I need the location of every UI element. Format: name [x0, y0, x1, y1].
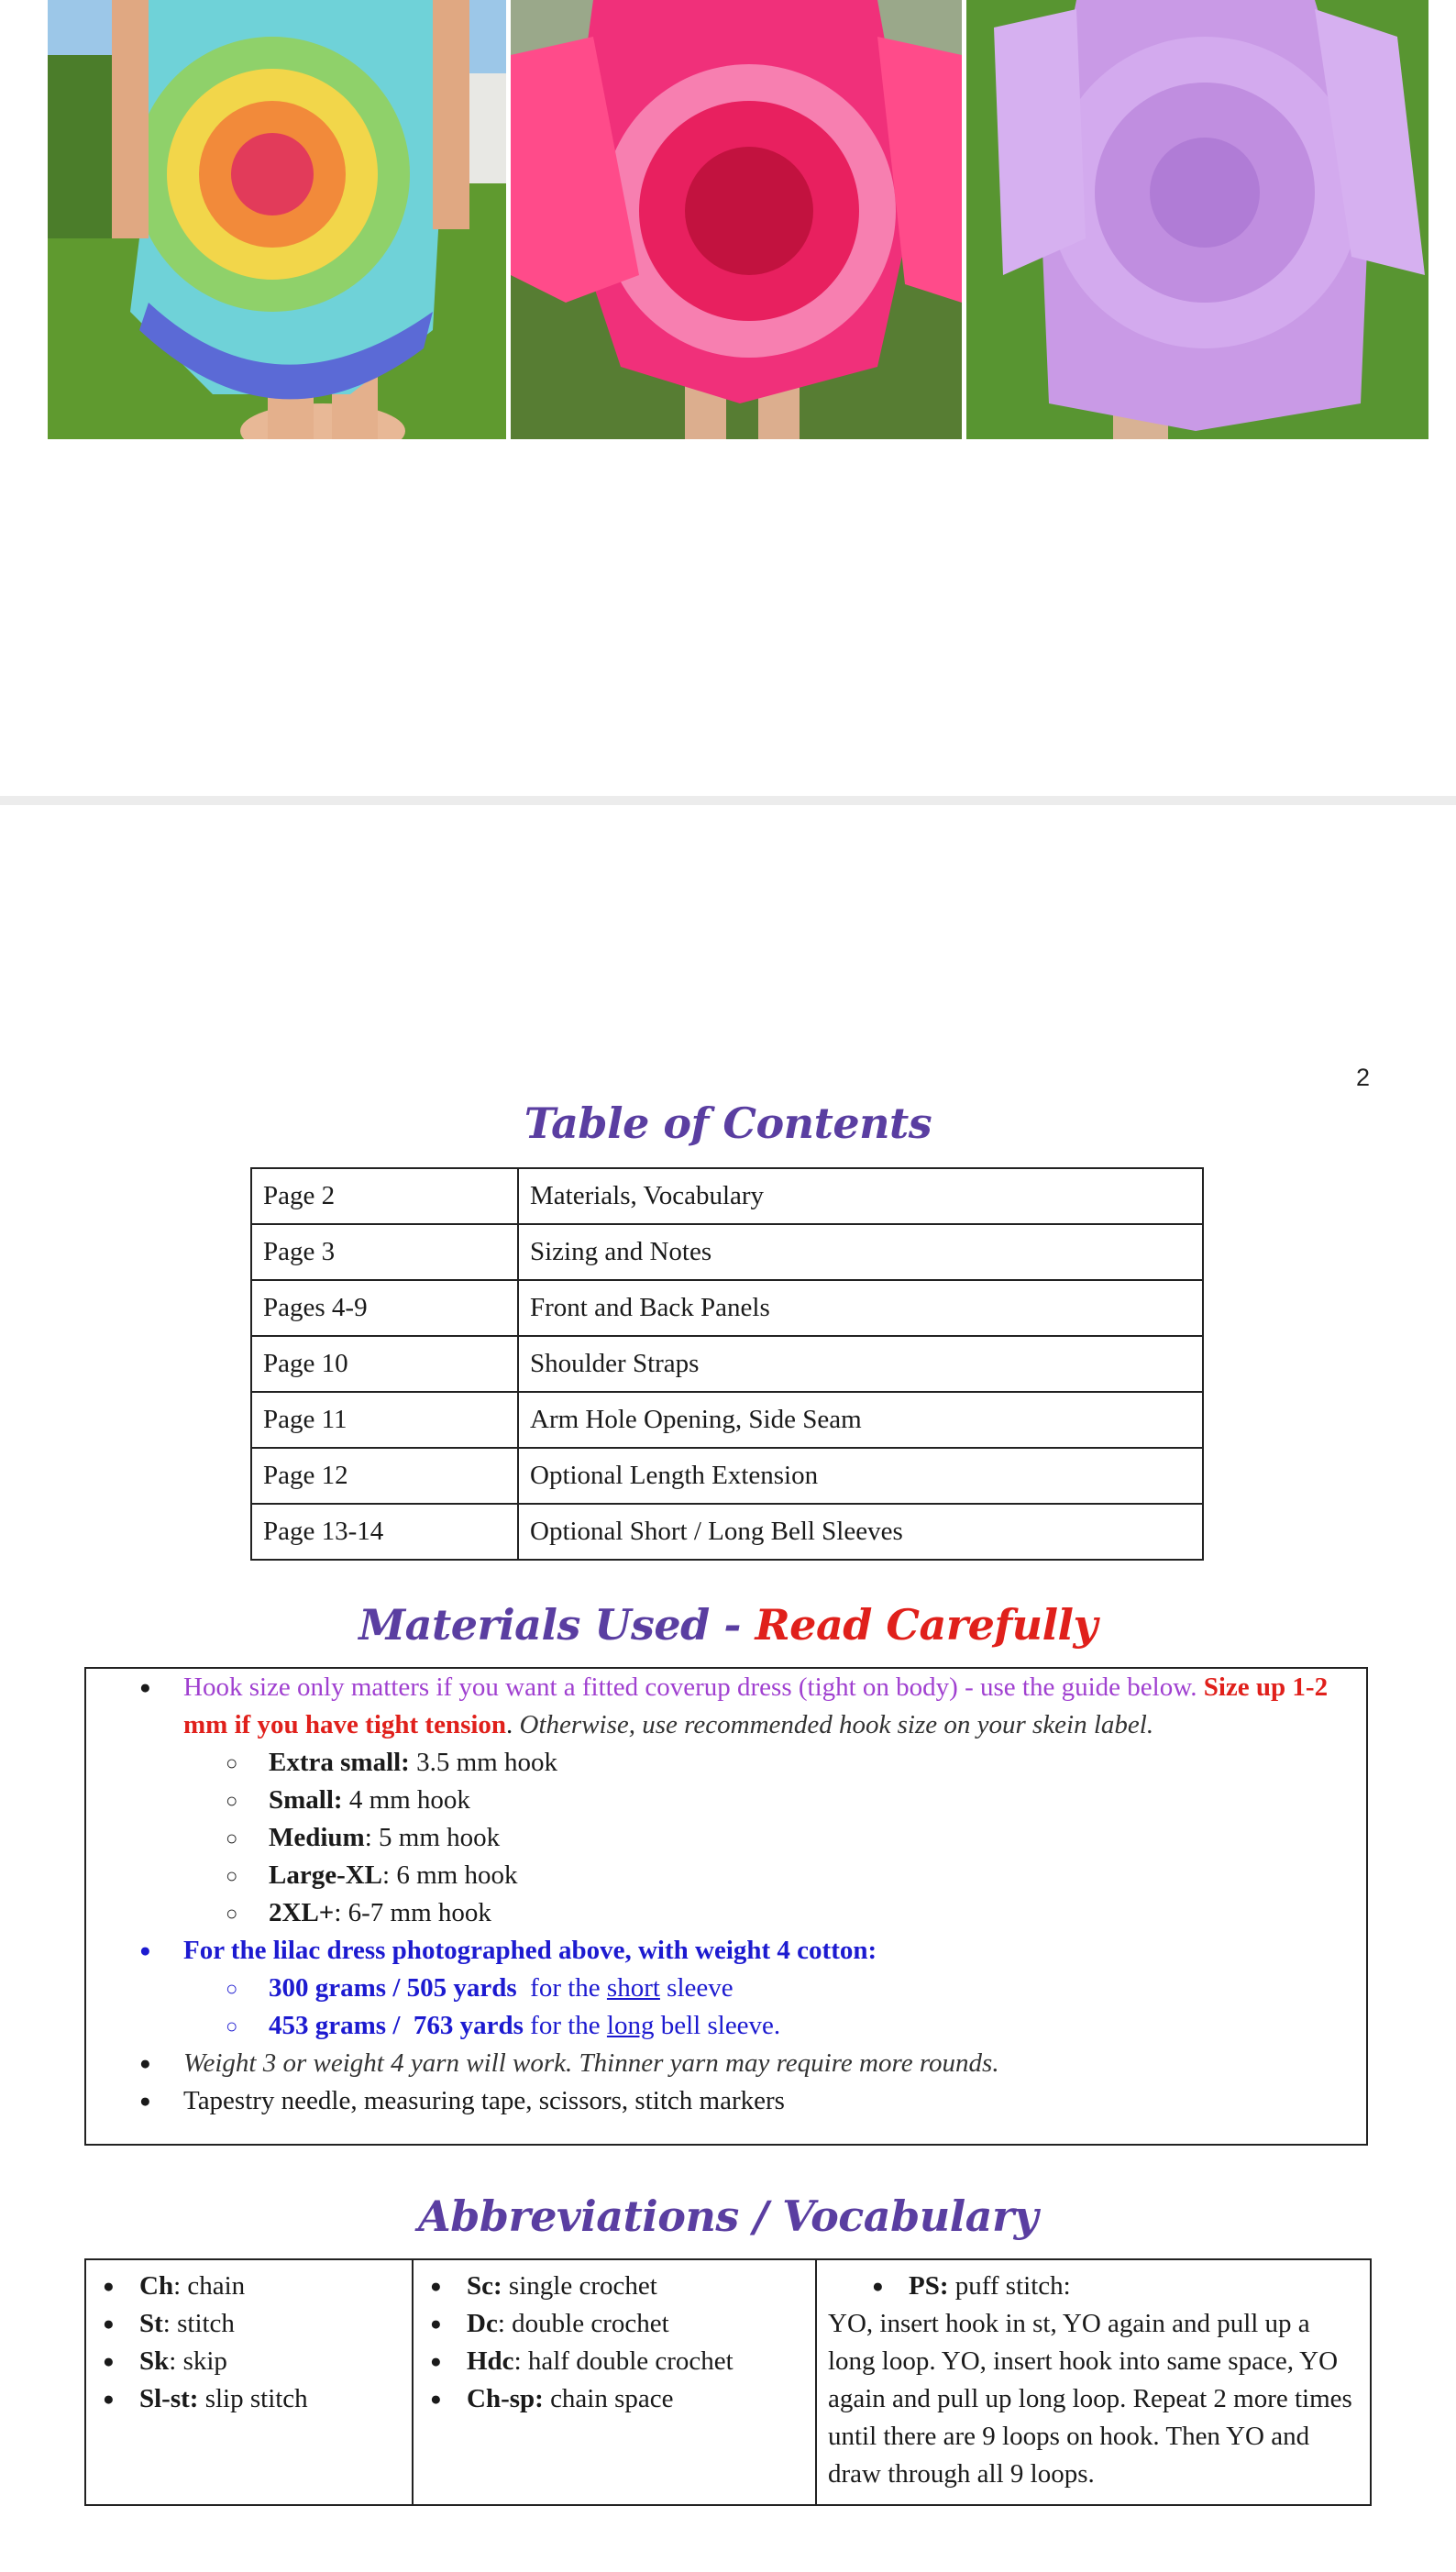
puff-stitch-heading: ● PS: puff stitch:	[828, 2268, 1359, 2305]
pink-dress-photo	[511, 0, 962, 439]
lilac-dress-photo	[966, 0, 1428, 439]
puff-stitch-definition: YO, insert hook in st, YO again and pull up a long loop. YO, insert hook into same space, YO again and pull up long loop. Repeat 2 more times until there are 9 loops on hook. Then YO and draw through all 9 loops.	[828, 2309, 1352, 2489]
toc-section-cell: Optional Length Extension	[518, 1448, 1203, 1504]
list-item: ● Dc: double crochet	[425, 2305, 804, 2343]
list-item: ● Sc: single crochet	[425, 2268, 804, 2305]
toc-section-cell: Materials, Vocabulary	[518, 1168, 1203, 1224]
toc-section-cell: Arm Hole Opening, Side Seam	[518, 1392, 1203, 1448]
toc-section-cell: Sizing and Notes	[518, 1224, 1203, 1280]
materials-title-main: Materials Used -	[358, 1600, 756, 1650]
list-item: ○ Medium: 5 mm hook	[86, 1819, 1366, 1857]
list-item: ● Hook size only matters if you want a fitted coverup dress (tight on body) - use the guide below. Size up 1-2 mm if you have tight tension. Otherwise, use recommended hook size on your skein label.	[86, 1669, 1366, 1744]
list-item	[86, 2045, 1366, 2082]
table-row	[251, 1280, 1203, 1336]
list-item: ○ Small: 4 mm hook	[86, 1782, 1366, 1819]
list-item: ○ Large-XL: 6 mm hook	[86, 1857, 1366, 1894]
list-item: ○ 300 grams / 505 yards for the short sleeve	[86, 1970, 1366, 2007]
page-number: 2	[1355, 1064, 1370, 1091]
toc-page-cell: Pages 4-9	[251, 1280, 518, 1336]
hook-warning: Size up 1-2 mm if you have tight tension	[183, 1672, 1329, 1739]
table-row	[251, 1224, 1203, 1280]
table-row	[251, 1504, 1203, 1560]
toc-section-cell: Optional Short / Long Bell Sleeves	[518, 1504, 1203, 1560]
list-item: ● Sl-st: slip stitch	[97, 2380, 401, 2418]
puff-stitch-cell	[816, 2259, 1371, 2505]
toc-section-cell: Shoulder Straps	[518, 1336, 1203, 1392]
weight-note: Weight 3 or weight 4 yarn will work. Thinner yarn may require more rounds.	[183, 2048, 999, 2078]
tools-list: Tapestry needle, measuring tape, scissors, stitch markers	[183, 2086, 785, 2115]
hook-note: Otherwise, use recommended hook size on your skein label.	[519, 1710, 1154, 1739]
table-row	[251, 1392, 1203, 1448]
list-item: ● St: stitch	[97, 2305, 401, 2343]
list-item: ● Sk: skip	[97, 2343, 401, 2380]
toc-page-cell: Page 2	[251, 1168, 518, 1224]
materials-title-alert: Read Carefully	[755, 1600, 1098, 1650]
list-item: ○ 453 grams / 763 yards for the long bell sleeve.	[86, 2007, 1366, 2045]
list-item: ○ Extra small: 3.5 mm hook	[86, 1744, 1366, 1782]
abbreviations-table	[84, 2258, 1372, 2506]
lilac-heading: For the lilac dress photographed above, with weight 4 cotton:	[183, 1936, 877, 1965]
list-item	[86, 2082, 1366, 2120]
list-item: ● Hdc: half double crochet	[425, 2343, 804, 2380]
table-row	[251, 1336, 1203, 1392]
rainbow-dress-photo	[48, 0, 506, 439]
photo-strip	[48, 0, 1428, 439]
abbreviations-title: Abbreviations / Vocabulary	[418, 2191, 1038, 2241]
page-separator	[0, 796, 1456, 805]
abbreviations-column-1	[85, 2259, 413, 2505]
list-item: ○ 2XL+: 6-7 mm hook	[86, 1894, 1366, 1932]
materials-list	[86, 1669, 1366, 2120]
toc-section-cell: Front and Back Panels	[518, 1280, 1203, 1336]
toc-page-cell: Page 13-14	[251, 1504, 518, 1560]
hook-intro: Hook size only matters if you want a fitted coverup dress (tight on body) - use the guide below.	[183, 1672, 1204, 1702]
toc-page-cell: Page 3	[251, 1224, 518, 1280]
toc-title: Table of Contents	[524, 1098, 932, 1148]
table-row	[251, 1168, 1203, 1224]
abbreviations-column-2	[413, 2259, 816, 2505]
list-item: ● Ch: chain	[97, 2268, 401, 2305]
materials-title	[0, 1600, 1456, 1650]
materials-box	[84, 1667, 1368, 2146]
toc-page-cell: Page 10	[251, 1336, 518, 1392]
list-item: ● Ch-sp: chain space	[425, 2380, 804, 2418]
toc-page-cell: Page 12	[251, 1448, 518, 1504]
table-row	[251, 1448, 1203, 1504]
toc-page-cell: Page 11	[251, 1392, 518, 1448]
toc-table	[250, 1167, 1204, 1561]
list-item	[86, 1932, 1366, 1970]
